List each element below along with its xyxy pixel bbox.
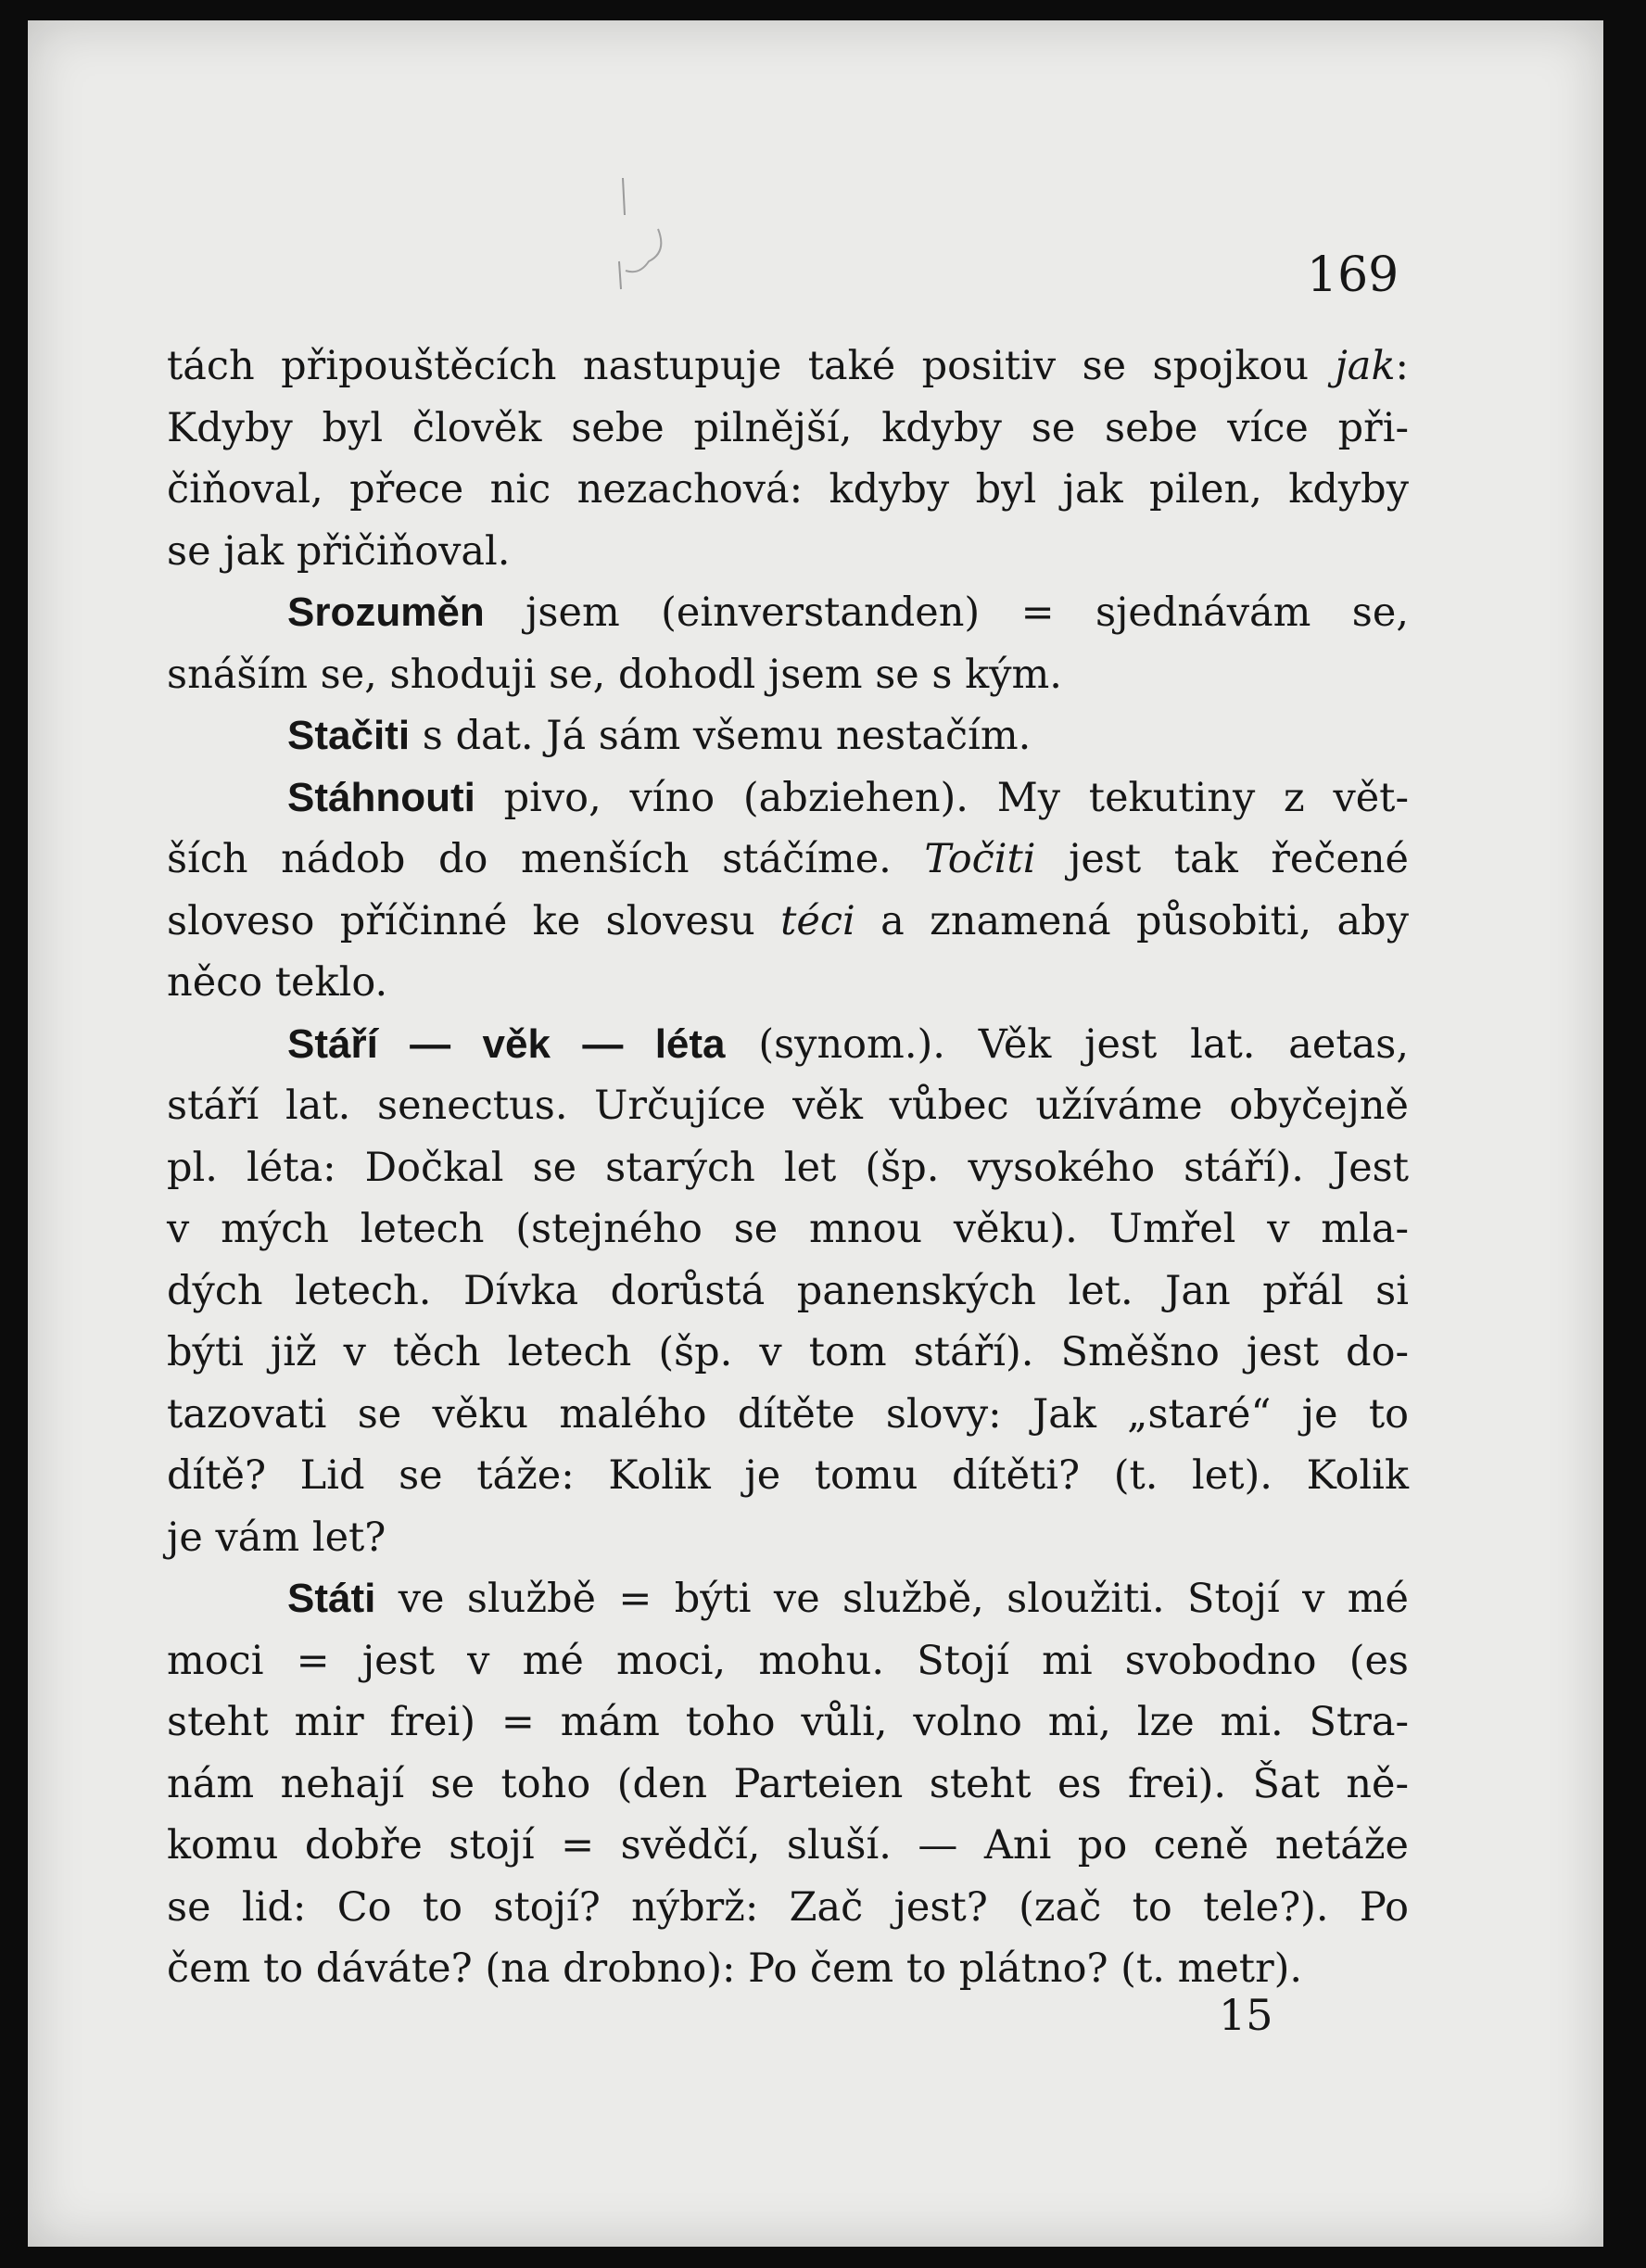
pencil-mark-icon xyxy=(584,159,695,298)
headword: Stáhnouti xyxy=(287,774,475,820)
signature-mark: 15 xyxy=(1219,1990,1273,2040)
text-line: stáří lat. senectus. Určujíce věk vůbec užíváme obyčejně xyxy=(167,1083,1409,1129)
book-page xyxy=(28,20,1603,2247)
text-line: steht mir frei) = mám toho vůli, volno mi, lze mi. Stra- xyxy=(167,1699,1409,1745)
text-line: se jak přičiňoval. xyxy=(167,527,511,575)
entry-stati: Státi ve službě = býti ve službě, sloužiti. Stojí v mé xyxy=(287,1576,1409,1622)
headword: Srozuměn xyxy=(287,589,485,635)
text-line: něco teklo. xyxy=(167,959,388,1006)
entry-stari: Stáří — věk — léta (synom.). Věk jest lat. aetas, xyxy=(287,1020,1409,1068)
entry-staciti: Stačiti s dat. Já sám všemu nestačím. xyxy=(287,713,1032,759)
text-line: moci = jest v mé moci, mohu. Stojí mi svobodno (es xyxy=(167,1637,1409,1684)
text-line: dítě? Lid se táže: Kolik je tomu dítěti? (t. let). Kolik xyxy=(167,1452,1409,1499)
text-line: tazovati se věku malého dítěte slovy: Jak „staré“ je to xyxy=(167,1390,1409,1438)
text-line: Kdyby byl člověk sebe pilnější, kdyby se sebe více při- xyxy=(167,404,1409,451)
text-line: dých letech. Dívka dorůstá panenských let. Jan přál si xyxy=(167,1267,1409,1314)
text-line: čiňoval, přece nic nezachová: kdyby byl jak pilen, kdyby xyxy=(167,466,1409,513)
body-text xyxy=(167,336,1409,2000)
text-line: čem to dáváte? (na drobno): Po čem to plátno? (t. metr). xyxy=(167,1945,1303,1992)
text-line: komu dobře stojí = svědčí, sluší. — Ani po ceně netáže xyxy=(167,1822,1409,1869)
text-line: tách připouštěcích nastupuje také positiv se spojkou jak: xyxy=(167,343,1409,389)
text-line: býti již v těch letech (šp. v tom stáří). Směšno jest do- xyxy=(167,1329,1409,1375)
headword: Stáří — věk — léta xyxy=(287,1020,726,1067)
headword: Stačiti xyxy=(287,713,411,758)
text-line: nám nehají se toho (den Parteien steht es frei). Šat ně- xyxy=(167,1760,1409,1807)
entry-srozumen: Srozuměn jsem (einverstanden) = sjednávám se, xyxy=(287,589,1409,636)
entry-stahnouti: Stáhnouti pivo, víno (abziehen). My tekutiny z vět- xyxy=(287,774,1409,821)
text-line: ších nádob do menších stáčíme. Točiti jest tak řečené xyxy=(167,836,1410,882)
text-line: je vám let? xyxy=(167,1514,386,1561)
text-line: se lid: Co to stojí? nýbrž: Zač jest? (zač to tele?). Po xyxy=(167,1883,1409,1931)
text-line: v mých letech (stejného se mnou věku). Umřel v mla- xyxy=(167,1206,1409,1252)
text-line: pl. léta: Dočkal se starých let (šp. vysokého stáří). Jest xyxy=(167,1144,1409,1191)
text-line: snáším se, shoduji se, dohodl jsem se s kým. xyxy=(167,651,1062,698)
headword: Státi xyxy=(287,1576,376,1621)
text-line: sloveso příčinné ke slovesu téci a znamená působiti, aby xyxy=(167,897,1409,944)
page-number: 169 xyxy=(1307,247,1399,303)
